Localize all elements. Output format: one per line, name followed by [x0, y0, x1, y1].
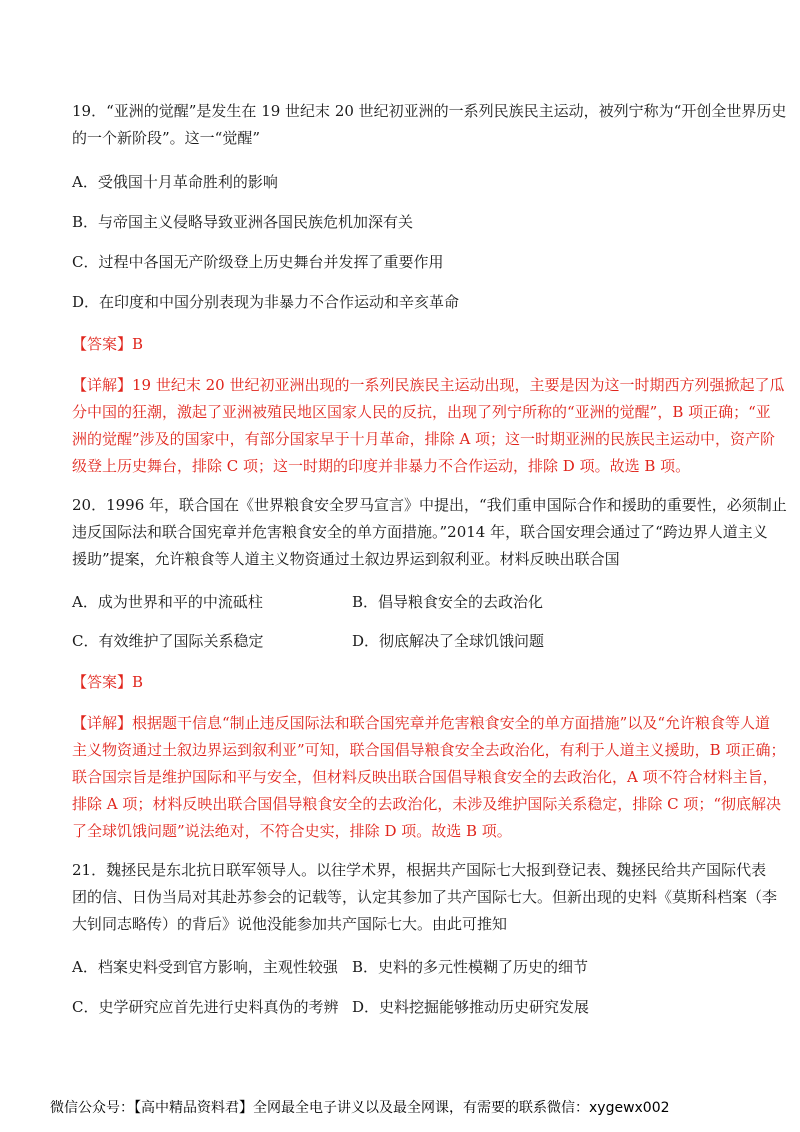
q21-option-b: B．史料的多元性模糊了历史的细节: [352, 958, 589, 976]
q21-option-d: D．史料挖掘能够推动历史研究发展: [352, 998, 590, 1016]
q19-detail-line-1: 【详解】19 世纪末 20 世纪初亚洲出现的一系列民族民主运动出现，主要是因为这一时期西方列强掀起了瓜: [72, 376, 785, 394]
q20-stem-line-3: 援助”提案，允许粮食等人道主义物资通过土叙边界运到叙利亚。材料反映出联合国: [72, 550, 620, 568]
q20-stem-line-1: 20．1996 年，联合国在《世界粮食安全罗马宣言》中提出，“我们重申国际合作和援助的重要性，必须制止: [72, 496, 787, 514]
footer-notice: 微信公众号：【高中精品资料君】全网最全电子讲义以及最全网课，有需要的联系微信：xygewx002: [50, 1100, 670, 1116]
q19-option-a: A．受俄国十月革命胜利的影响: [72, 173, 278, 191]
q19-stem-line-2: 的一个新阶段”。这一“觉醒”: [72, 129, 261, 147]
q19-detail-line-3: 洲的觉醒”涉及的国家中，有部分国家早于十月革命，排除 A 项；这一时期亚洲的民族民主运动中，资产阶: [72, 430, 776, 448]
q20-option-c: C．有效维护了国际关系稳定: [72, 632, 264, 650]
q21-option-c: C．史学研究应首先进行史料真伪的考辨: [72, 998, 339, 1016]
q20-option-b: B．倡导粮食安全的去政治化: [352, 593, 544, 611]
q21-stem-line-1: 21．魏拯民是东北抗日联军领导人。以往学术界，根据共产国际七大报到登记表、魏拯民给共产国际代表: [72, 861, 767, 879]
q19-option-c: C．过程中各国无产阶级登上历史舞台并发挥了重要作用: [72, 253, 444, 271]
q19-option-d: D．在印度和中国分别表现为非暴力不合作运动和辛亥革命: [72, 293, 460, 311]
q20-stem-line-2: 违反国际法和联合国宪章并危害粮食安全的单方面措施。”2014 年，联合国安理会通过了“跨边界人道主义: [72, 523, 768, 541]
q20-option-a: A．成为世界和平的中流砥柱: [72, 593, 263, 611]
q20-answer: 【答案】B: [72, 673, 144, 691]
q20-detail-line-1: 【详解】根据题干信息“制止违反国际法和联合国宪章并危害粮食安全的单方面措施”以及“允许粮食等人道: [72, 714, 771, 732]
q20-detail-line-4: 排除 A 项；材料反映出联合国倡导粮食安全的去政治化，未涉及维护国际关系稳定，排除 C 项；“彻底解决: [72, 795, 782, 813]
q20-option-d: D．彻底解决了全球饥饿问题: [352, 632, 545, 650]
q19-stem-line-1: 19．“亚洲的觉醒”是发生在 19 世纪末 20 世纪初亚洲的一系列民族民主运动，被列宁称为“开创全世界历史: [72, 102, 787, 120]
q21-option-a: A．档案史料受到官方影响，主观性较强: [72, 958, 338, 976]
q19-option-b: B．与帝国主义侵略导致亚洲各国民族危机加深有关: [72, 213, 414, 231]
q21-stem-line-3: 大钊同志略传）的背后》说他没能参加共产国际七大。由此可推知: [72, 915, 508, 933]
q19-detail-line-2: 分中国的狂潮，激起了亚洲被殖民地区国家人民的反抗，出现了列宁所称的“亚洲的觉醒”，B 项正确；“亚: [72, 403, 771, 421]
q19-answer: 【答案】B: [72, 335, 144, 353]
q19-detail-line-4: 级登上历史舞台，排除 C 项；这一时期的印度并非暴力不合作运动，排除 D 项。故选 B 项。: [72, 457, 691, 475]
q20-detail-line-3: 联合国宗旨是维护国际和平与安全，但材料反映出联合国倡导粮食安全的去政治化，A 项不符合材料主旨，: [72, 768, 778, 786]
q20-detail-line-2: 主义物资通过土叙边界运到叙利亚”可知，联合国倡导粮食安全去政治化，有利于人道主义援助，B 项正确；: [72, 741, 786, 759]
q20-detail-line-5: 了全球饥饿问题”说法绝对，不符合史实，排除 D 项。故选 B 项。: [72, 822, 512, 840]
q21-stem-line-2: 团的信、日伪当局对其赴苏参会的记载等，认定其参加了共产国际七大。但新出现的史料《莫斯科档案（李: [72, 888, 778, 906]
